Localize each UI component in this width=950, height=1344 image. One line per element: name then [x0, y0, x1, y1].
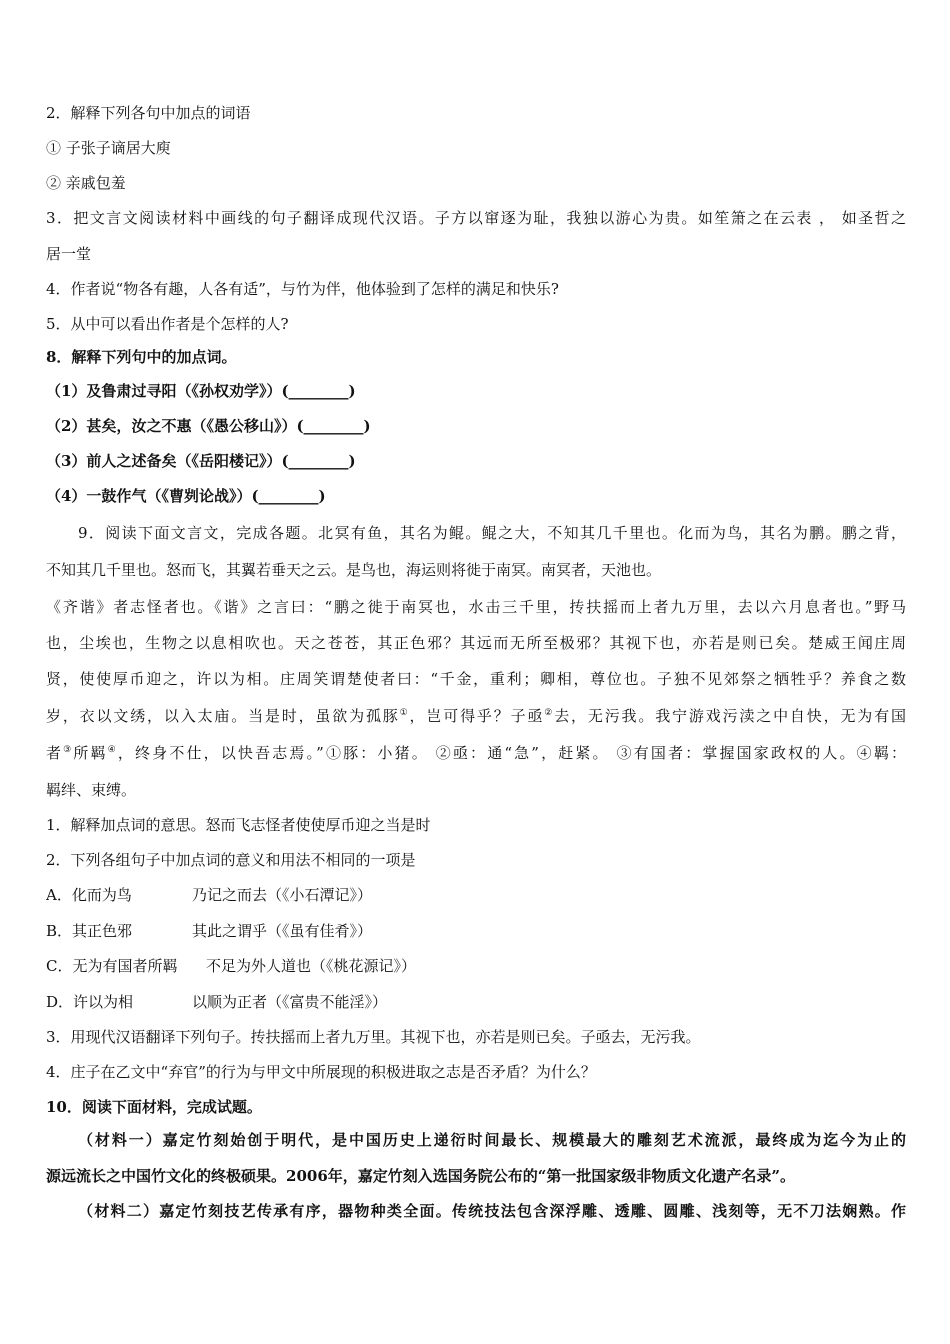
material-2-line: （材料二）嘉定竹刻技艺传承有序，器物种类全面。传统技法包含深浮雕、透雕、圆雕、浅刻等，无不刀法娴熟。作 [78, 1202, 906, 1220]
sentence-1: ① 子张子谪居大庾 [46, 139, 171, 157]
question-3-continued: 居一堂 [46, 245, 92, 263]
question-9-passage-line: 也，尘埃也，生物之以息相吹也。天之苍苍，其正色邪？其远而无所至极邪？其视下也，亦若是则已矣。楚威王闻庄周 [46, 634, 906, 652]
choice-b: B．其正色邪 其此之谓乎（《虽有佳肴》） [46, 922, 373, 940]
footnote-mark: ① [399, 708, 410, 718]
question-9-sub-2: 2．下列各组句子中加点词的意义和用法不相同的一项是 [46, 851, 416, 869]
question-9-passage-line: 贤，使使厚币迎之，许以为相。庄周笑谓楚使者曰：“千金，重利；卿相，尊位也。子独不见郊祭之牺牲乎？养食之数 [46, 670, 906, 688]
question-8-item-3: （3）前人之述备矣（《岳阳楼记》）(________) [46, 452, 356, 470]
question-8-item-1: （1）及鲁肃过寻阳（《孙权劝学》）(________) [46, 382, 356, 400]
question-3-prompt: 3．把文言文阅读材料中画线的句子翻译成现代汉语。子方以窜逐为耻，我独以游心为贵。如笙箫之在云表 ， 如圣哲之 [46, 209, 906, 227]
footnote-mark: ② [544, 708, 555, 718]
question-2-prompt: 2．解释下列各句中加点的词语 [46, 104, 251, 122]
material-1-line: 源远流长之中国竹文化的终极硕果。2006年，嘉定竹刻入选国务院公布的“第一批国家级非物质文化遗产名录”。 [46, 1167, 796, 1185]
question-8-item-2: （2）甚矣，汝之不惠（《愚公移山》）(________) [46, 417, 371, 435]
question-9-passage-line: 岁，衣以文绣，以入太庙。当是时，虽欲为孤豚①，岂可得乎？子亟②去，无污我。我宁游戏污渎之中自快，无为有国 [46, 707, 906, 725]
question-9-sub-4: 4．庄子在乙文中“弃官”的行为与甲文中所展现的积极进取之志是否矛盾？为什么？ [46, 1063, 596, 1081]
question-4-prompt: 4．作者说“物各有趣，人各有适”，与竹为伴，他体验到了怎样的满足和快乐? [46, 280, 559, 298]
question-9-passage-line: 者③所羁④，终身不仕，以快吾志焉。”①豚：小猪。 ②亟：通“急”，赶紧。 ③有国者：掌握国家政权的人。④羁： [46, 744, 906, 762]
footnote-mark: ④ [107, 745, 118, 755]
question-9-passage-line: 不知其几千里也。怒而飞，其翼若垂天之云。是鸟也，海运则将徙于南冥。南冥者，天池也。 [46, 561, 662, 579]
sentence-2: ② 亲戚包羞 [46, 174, 126, 192]
question-9-passage-line: 羁绊、束缚。 [46, 781, 137, 799]
question-9-passage-line: 9．阅读下面文言文，完成各题。北冥有鱼，其名为鲲。鲲之大，不知其几千里也。化而为鸟，其名为鹏。鹏之背， [78, 524, 906, 542]
choice-c: C．无为有国者所羁 不足为外人道也（《桃花源记》） [46, 957, 417, 975]
material-1-line: （材料一）嘉定竹刻始创于明代，是中国历史上递衍时间最长、规模最大的雕刻艺术流派，最终成为迄今为止的 [78, 1131, 906, 1149]
question-8-item-4: （4）一鼓作气（《曹刿论战》）(________) [46, 487, 326, 505]
choice-a: A．化而为鸟 乃记之而去（《小石潭记》） [46, 886, 373, 904]
question-8-heading: 8．解释下列句中的加点词。 [46, 348, 237, 366]
question-5-prompt: 5．从中可以看出作者是个怎样的人? [46, 315, 289, 333]
question-9-sub-1: 1．解释加点词的意思。怒而飞志怪者使使厚币迎之当是时 [46, 816, 431, 834]
footnote-mark: ③ [63, 745, 74, 755]
choice-d: D．许以为相 以顺为正者（《富贵不能淫》） [46, 993, 388, 1011]
question-9-passage-line: 《齐谐》者志怪者也。《谐》之言曰：“鹏之徙于南冥也，水击三千里，抟扶摇而上者九万里，去以六月息者也。”野马 [46, 598, 906, 616]
question-9-sub-3: 3．用现代汉语翻译下列句子。抟扶摇而上者九万里。其视下也，亦若是则已矣。子亟去，无污我。 [46, 1028, 701, 1046]
question-10-heading: 10．阅读下面材料，完成试题。 [46, 1098, 262, 1116]
